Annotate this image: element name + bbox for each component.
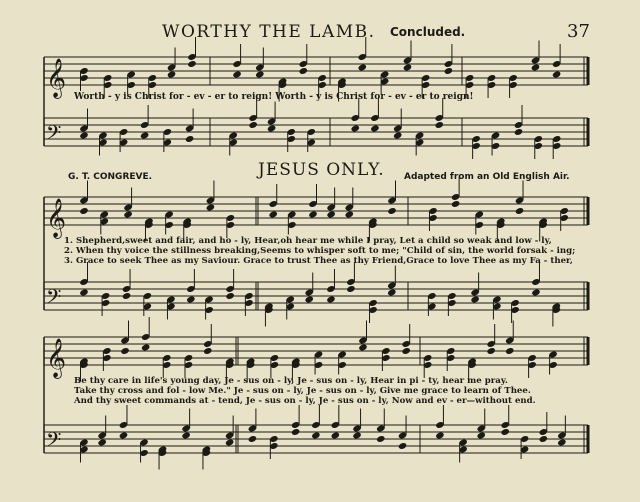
notehead [326,296,335,304]
notehead [291,428,300,436]
treble-clef: 𝄞 [46,198,67,238]
notehead [181,432,190,440]
notehead [351,125,360,133]
notehead [255,71,264,79]
notehead [552,71,561,79]
notehead [122,292,131,300]
notehead [514,128,523,136]
notehead [470,296,479,304]
notehead [501,428,510,436]
hymn1-lyrics: Worth - y is Christ for - ev - er to reign! Worth - y is Christ for - ev - er to reign! [74,92,474,102]
hymn2-title: JESUS ONLY. [258,160,385,180]
notehead [358,64,367,72]
notehead [185,135,194,143]
notehead [352,432,361,440]
notehead [305,296,314,304]
notehead [345,211,354,219]
notehead [308,211,317,219]
notehead [267,125,276,133]
notehead [232,71,241,79]
notehead [557,439,566,447]
notehead [346,285,355,293]
notehead [79,289,88,297]
verse-3-line-a: 3. Grace to seek Thee as my Saviour. Grace to trust Thee as thy Friend,Grace to love Thee as my Fa - ther, [64,256,573,266]
notehead [387,289,396,297]
notehead [444,67,453,75]
notehead [269,211,278,219]
verse-3-line-b: And thy sweet commands at - tend, Je - sus on - ly, Je - sus on - ly, Now and ev - er—without end. [74,396,536,406]
notehead [486,347,495,355]
notehead [326,211,335,219]
notehead [370,125,379,133]
notehead [435,121,444,129]
notehead [186,296,195,304]
verse-1-line-b: Be thy care in life's young day, Je - sus on - ly, Je - sus on - ly, Hear in pi - ty, hear me pray. [74,376,508,386]
verse-2-line-b: Take thy cross and fol - low Me." Je - sus on - ly, Je - sus on - ly, Give me grace to learn of Thee. [74,386,531,396]
page-number: 37 [567,21,590,42]
notehead [403,64,412,72]
hymn1-title: WORTHY THE LAMB. [162,22,376,42]
notehead [515,207,524,215]
notehead [531,289,540,297]
notehead [539,435,548,443]
notehead [311,432,320,440]
notehead [206,204,215,212]
notehead [376,435,385,443]
notehead [119,432,128,440]
hymn2-composer: G. T. CONGREVE. [68,172,153,182]
notehead [123,211,132,219]
notehead [187,60,196,68]
notehead [393,132,402,140]
notehead [299,67,308,75]
notehead [248,435,257,443]
bass-clef: 𝄢 [46,121,62,149]
notehead [140,132,149,140]
notehead [120,347,129,355]
treble-clef: 𝄞 [46,338,67,378]
notehead [451,200,460,208]
notehead [505,347,514,355]
notehead [167,71,176,79]
notehead [401,347,410,355]
treble-clef: 𝄞 [46,58,67,98]
notehead [531,64,540,72]
notehead [435,432,444,440]
notehead [225,292,234,300]
notehead [248,121,257,129]
notehead [331,432,340,440]
notehead [358,344,367,352]
notehead [203,347,212,355]
notehead [225,439,234,447]
notehead [141,344,150,352]
bass-clef: 𝄢 [46,285,62,313]
hymn1-subtitle: Concluded. [390,25,466,39]
hymn2-arranger: Adapted from an Old English Air. [404,172,570,182]
verse-2-line-a: 2. When thy voice the stillness breaking,Seems to whisper soft to me; "Child of sin, the world forsak - ing; [64,246,576,256]
notehead [97,439,106,447]
verse-1-line-a: 1. Shepherd,sweet and fair, and ho - ly, Hear,oh hear me while I pray, Let a child so weak and low - ly, [64,236,552,246]
notehead [477,432,486,440]
notehead [79,207,88,215]
bass-clef: 𝄢 [46,428,62,456]
notehead [79,132,88,140]
notehead [398,442,407,450]
notehead [387,207,396,215]
